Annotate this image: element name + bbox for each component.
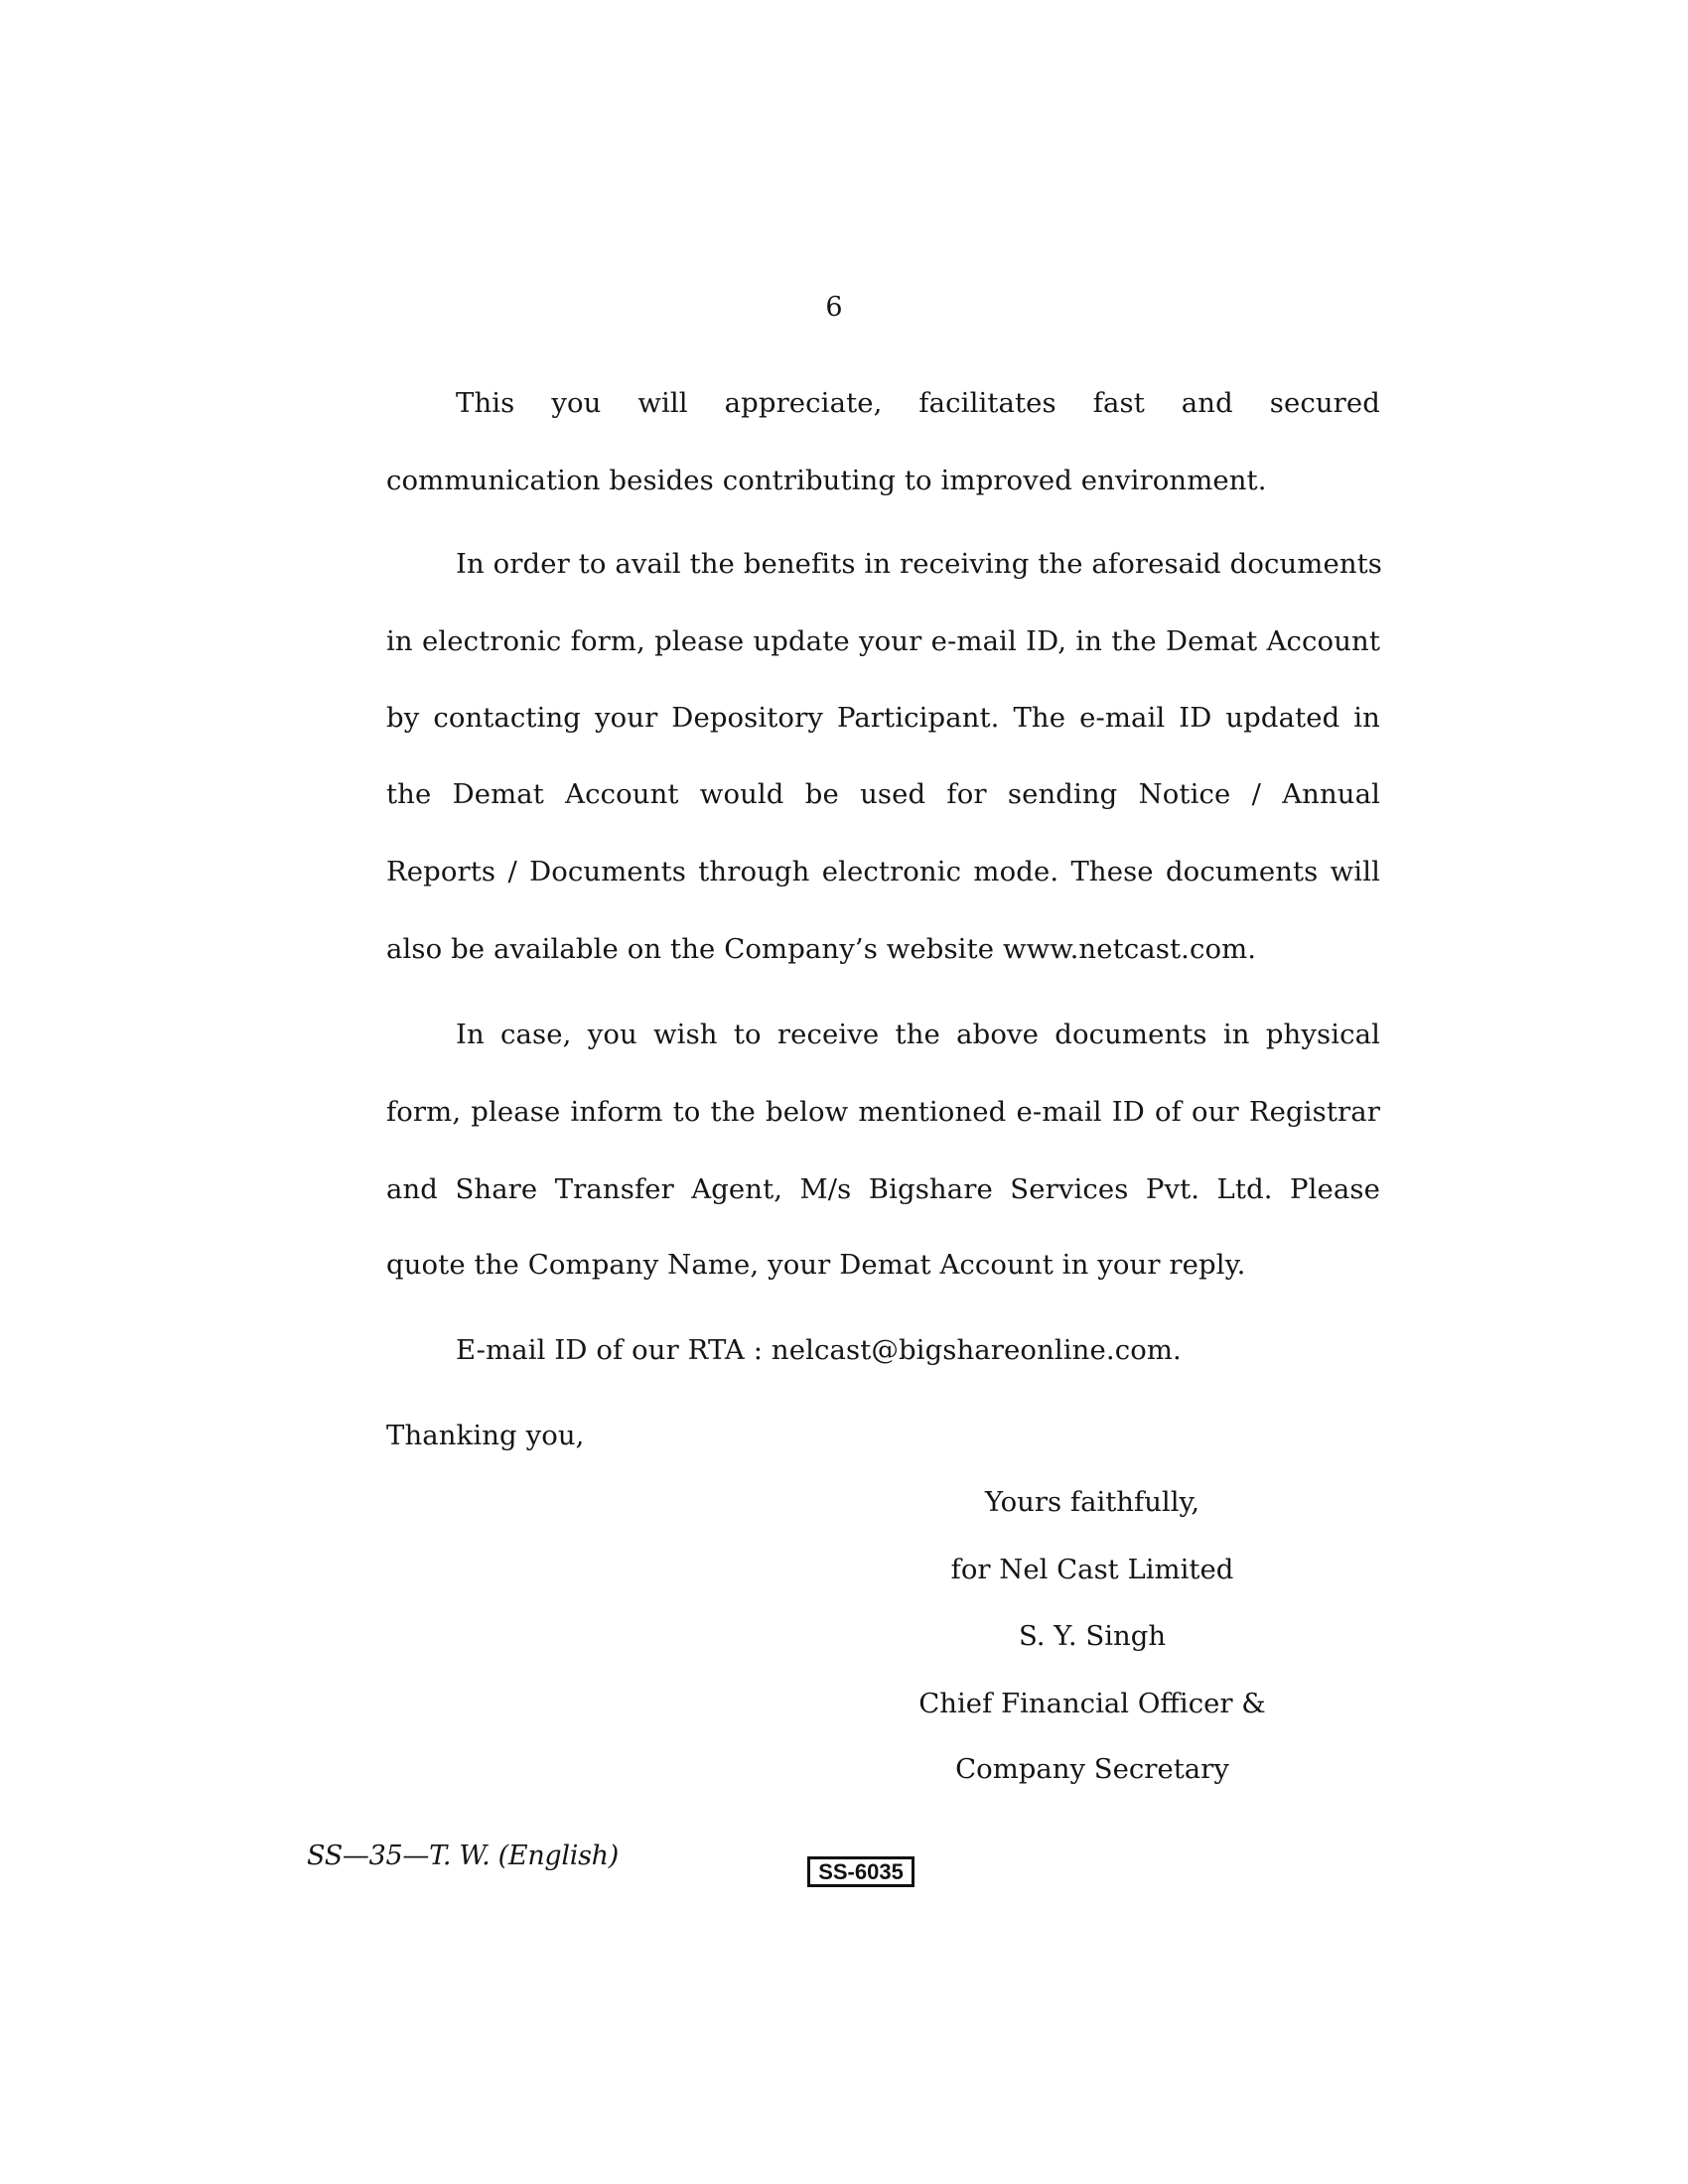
valediction: Yours faithfully, <box>984 1486 1200 1518</box>
signatory-title-line-1: Chief Financial Officer & <box>918 1688 1266 1719</box>
paragraph-line: In case, you wish to receive the above documents in physical <box>456 1019 1380 1050</box>
paragraph-line: also be available on the Company’s website www.netcast.com. <box>386 933 1257 965</box>
paragraph-line: In order to avail the benefits in receiving the aforesaid documents <box>456 548 1383 580</box>
paragraph-line: form, please inform to the below mentioned e-mail ID of our Registrar <box>386 1096 1380 1128</box>
signatory-company: for Nel Cast Limited <box>950 1554 1234 1585</box>
paragraph-line: communication besides contributing to improved environment. <box>386 465 1267 496</box>
closing-line: Thanking you, <box>386 1420 585 1451</box>
paragraph-line: and Share Transfer Agent, M/s Bigshare Services Pvt. Ltd. Please <box>386 1173 1380 1205</box>
footer-box-code: SS-6035 <box>807 1856 914 1887</box>
paragraph-line: quote the Company Name, your Demat Account in your reply. <box>386 1249 1246 1281</box>
signatory-name: S. Y. Singh <box>1018 1620 1167 1652</box>
paragraph-line: the Demat Account would be used for sending Notice / Annual <box>386 778 1380 810</box>
paragraph-line: by contacting your Depository Participant. The e-mail ID updated in <box>386 702 1380 734</box>
page-number <box>0 292 1688 324</box>
page-number-text: 6 <box>825 292 843 323</box>
paragraph-line: in electronic form, please update your e-mail ID, in the Demat Account <box>386 625 1380 657</box>
paragraph-line: Reports / Documents through electronic mode. These documents will <box>386 856 1380 887</box>
signatory-title-line-2: Company Secretary <box>955 1753 1229 1785</box>
rta-email-line: E-mail ID of our RTA : nelcast@bigshareonline.com. <box>456 1334 1182 1366</box>
footer-document-code: SS—35—T. W. (English) <box>307 1841 619 1871</box>
paragraph-line: This you will appreciate, facilitates fast and secured <box>456 387 1380 419</box>
